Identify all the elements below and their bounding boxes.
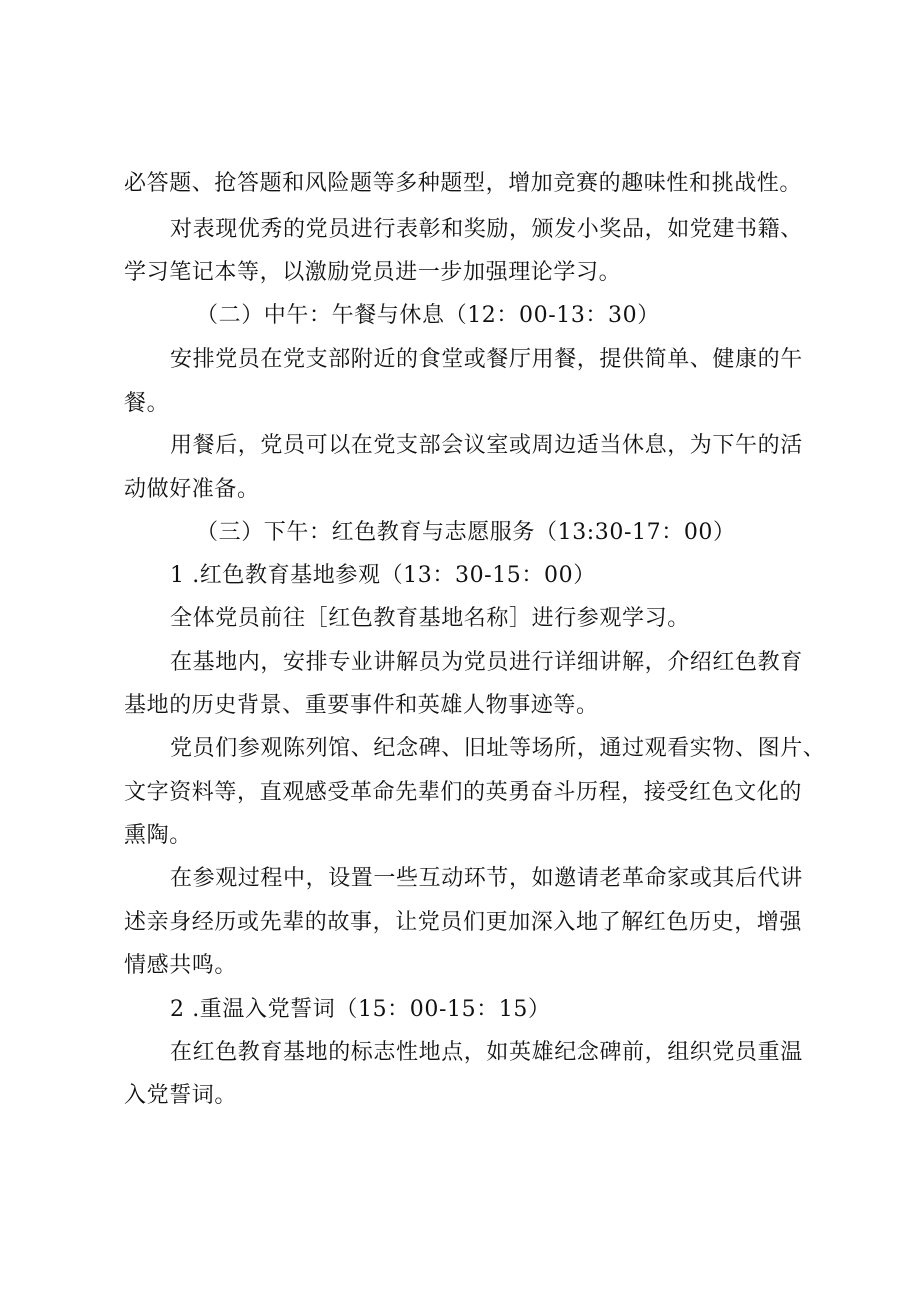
paragraph-line: 必答题、抢答题和风险题等多种题型，增加竞赛的趣味性和挑战性。: [124, 171, 803, 196]
paragraph-line: 学习笔记本等，以激励党员进一步加强理论学习。: [124, 260, 622, 285]
paragraph-line: 在基地内，安排专业讲解员为党员进行详细讲解，介绍红色教育: [170, 650, 803, 675]
paragraph-line: 熏陶。: [124, 823, 192, 848]
paragraph-line: 餐。: [124, 391, 170, 416]
paragraph-line: 用餐后，党员可以在党支部会议室或周边适当休息，为下午的活: [170, 433, 803, 458]
section-heading: （二）中午：午餐与休息（12：00-13：30）: [196, 303, 660, 328]
paragraph-line: 入党誓词。: [124, 1083, 238, 1108]
subsection-heading: 2 .重温入党誓词（15：00-15：15）: [170, 997, 551, 1022]
paragraph-line: 动做好准备。: [124, 477, 260, 502]
paragraph-line: 情感共鸣。: [124, 953, 238, 978]
section-heading: （三）下午：红色教育与志愿服务（13:30-17：00）: [196, 520, 736, 545]
paragraph-line: 对表现优秀的党员进行表彰和奖励，颁发小奖品，如党建书籍、: [170, 217, 803, 242]
paragraph-line: 在红色教育基地的标志性地点，如英雄纪念碑前，组织党员重温: [170, 1040, 803, 1065]
paragraph-line: 党员们参观陈列馆、纪念碑、旧址等场所，通过观看实物、图片、: [170, 736, 826, 761]
paragraph-line: 全体党员前往［红色教育基地名称］进行参观学习。: [170, 606, 690, 631]
paragraph-line: 在参观过程中，设置一些互动环节，如邀请老革命家或其后代讲: [170, 866, 803, 891]
subsection-heading: 1 .红色教育基地参观（13：30-15：00）: [170, 563, 596, 588]
paragraph-line: 文字资料等，直观感受革命先辈们的英勇奋斗历程，接受红色文化的: [124, 780, 803, 805]
paragraph-line: 基地的历史背景、重要事件和英雄人物事迹等。: [124, 693, 599, 718]
paragraph-line: 安排党员在党支部附近的食堂或餐厅用餐，提供简单、健康的午: [170, 347, 803, 372]
paragraph-line: 述亲身经历或先辈的故事，让党员们更加深入地了解红色历史，增强: [124, 910, 803, 935]
